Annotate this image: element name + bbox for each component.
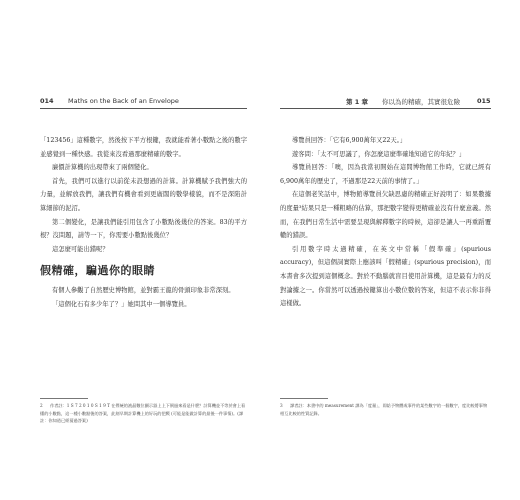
right-footnote-rule [280,398,328,399]
section-heading: 假精確，騙過你的眼睛 [40,264,155,278]
right-running-title: 你以為的精確，其實很危險 [382,98,460,106]
footnote-number: 2 [40,403,43,408]
left-running-title: Maths on the Back of an Envelope [68,97,179,105]
footnote-number: 3 [280,403,283,408]
paragraph: 遊客問：「太不可思議了，你怎麼這麼準確地知道它的年紀？」 [291,150,466,158]
paragraph: 這怎麼可能出錯呢？ [51,245,109,253]
right-header-rule [280,108,491,109]
paragraph: 在這個老笑話中，博物館導覽員欠缺思慮的精確正好說明了：如果數據的度量³結果只是一種粗略的估算，那把數字變得更精確並沒有什麼意義。然而，在我們日常生活中需要呈現與解釋數字的時候，這卻是讓人一再重蹈覆轍的錯誤。 [280,191,491,240]
right-body-text [280,134,491,311]
footnote-text: 作者註：1 S 7 2 0 1 0 S 1 9 T 在傳統的液晶數位顯示器上上下倒過來看是什麼？計算機並不等於會上看懂的小數點，這一種小數點後的答案，此刻早期計算機上的好玩的把戲 (可能是能做計算的最後一件事情)。(譯註：你知道已經猜過答案) [40,403,246,424]
right-chapter-label: 第 1 章 [346,98,369,106]
left-footnote-rule [40,398,88,399]
right-page-number: 015 [477,97,491,105]
paragraph: 導覽員回答：「噢，因為我當初開始在這間博物館工作時，它就已經有6,900萬年的歷史了，不過那是22天前的事情了。」 [280,164,491,185]
left-footnote [40,402,247,425]
paragraph: 引用數字時太過精確，在英文中常稱「假準確」(spurious accuracy)，但這個詞實際上應該叫「假精確」(spurious precision)，而本書會多次提到這個概念。對於不動腦就盲目使用計算機，這是最有力的反對論據之一。你當然可以透過按鍵算出小數位數的答案，但這不表示你非得這樣做。 [280,245,491,308]
paragraph: 「這個化石有多少年了？」她問其中一個導覽員。 [51,300,191,308]
right-page [260,0,520,500]
paragraph: 第二個變化，是讓我們能引用包含了小數點後幾位的答案。83的平方根？沒問題，請等一下，你需要小數點後幾位？ [40,218,247,240]
paragraph: 廉價計算機的出現帶來了兩個變化。 [51,164,153,172]
left-header-rule [40,108,247,109]
paragraph: 「123456」這種數字，然後按下平方根鍵，我就能看著小數點之後的數字並感覺到一種快感。我從來沒看過那麼精確的數字。 [40,137,247,158]
paragraph: 有個人參觀了自然歷史博物館，並對霸王龍的骨頭印象非常深刻。 [51,287,235,295]
right-footnote [280,402,491,417]
left-body-text [40,134,247,312]
paragraph: 首先，我們可以進行以前從未設想過的計算。計算機賦予我們強大的力量，並解放我們，讓我們有機會看到更廣闊的數學樣貌，而不是深陷計算細節的泥沼。 [40,177,247,212]
footnote-text: 譯者註：本書中的 measurement 譯為「度量」，即給予物體或事件的某些數字的一個數字，度比較將事物相互比較的性質記錄。 [280,403,488,416]
left-page-number: 014 [40,97,54,105]
paragraph: 導覽員回答：「它有6,900萬年又22天。」 [291,137,407,144]
